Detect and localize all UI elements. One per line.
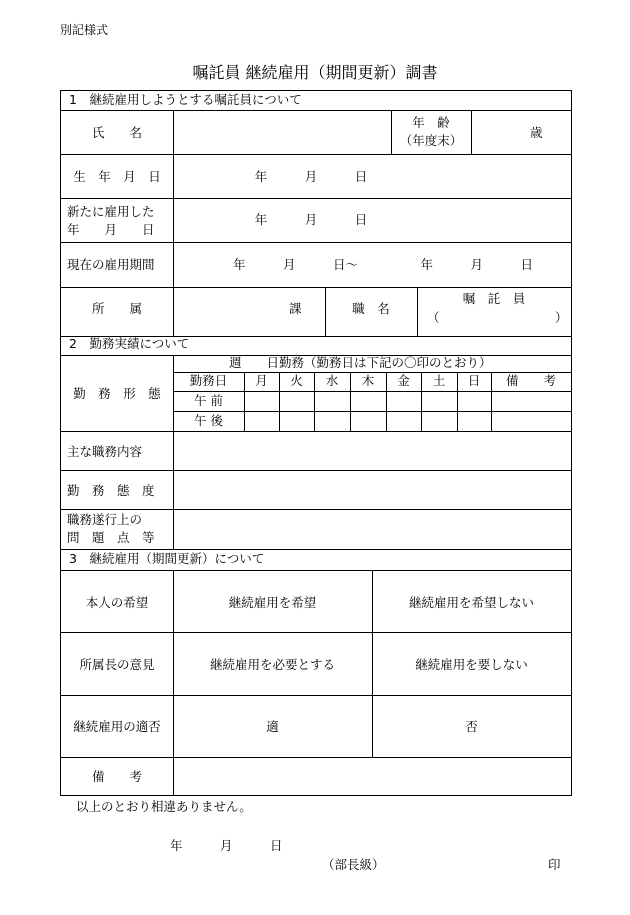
name-label: 氏 名 xyxy=(91,125,142,140)
section3-heading: 3 継続雇用（期間更新）について xyxy=(69,551,265,566)
suitability-option-yes[interactable]: 適 xyxy=(266,719,279,734)
remarks-field[interactable] xyxy=(174,758,570,794)
schedule-header-remarks: 備 考 xyxy=(505,373,556,388)
schedule-header-mon: 月 xyxy=(255,373,268,388)
statement: 以上のとおり相違ありません。 xyxy=(76,799,252,814)
period-value[interactable]: 年 月 日～ 年 月 日 xyxy=(233,257,534,272)
seal-mark: 印 xyxy=(548,857,561,872)
age-unit: 歳 xyxy=(530,125,543,140)
section1-heading: 1 継続雇用しようとする嘱託員について xyxy=(69,92,302,107)
schedule-row-pm: 午 後 xyxy=(194,413,223,428)
schedule-header-tue: 火 xyxy=(290,373,303,388)
wish-label: 本人の希望 xyxy=(85,595,149,610)
age-label: 年 齢 xyxy=(412,115,450,130)
remarks-label: 備 考 xyxy=(91,769,142,784)
birth-value[interactable]: 年 月 日 xyxy=(254,169,368,184)
job-paren-open: （ xyxy=(427,310,440,325)
age-sub-label: （年度末） xyxy=(399,133,463,148)
birth-label: 生 年 月 日 xyxy=(73,169,161,184)
section2-heading: 2 勤務実績について xyxy=(69,336,190,351)
manager-opinion-label: 所属長の意見 xyxy=(79,657,155,672)
job-label: 職 名 xyxy=(352,301,390,316)
name-field[interactable] xyxy=(174,111,390,153)
schedule-header-workday: 勤務日 xyxy=(189,373,228,388)
hire-label-1: 新たに雇用した xyxy=(67,204,155,219)
attitude-field[interactable] xyxy=(174,471,570,508)
wish-option-yes[interactable]: 継続雇用を希望 xyxy=(228,595,317,610)
schedule-header-sun: 日 xyxy=(467,373,481,388)
rank-label: （部長級） xyxy=(322,857,385,872)
dept-unit: 課 xyxy=(289,301,302,316)
period-label: 現在の雇用期間 xyxy=(67,257,155,272)
attitude-label: 勤 務 態 度 xyxy=(67,483,155,498)
form-tag: 別記様式 xyxy=(60,23,109,37)
duties-field[interactable] xyxy=(174,432,570,469)
issues-label-2: 問 題 点 等 xyxy=(67,530,155,545)
page-title: 嘱託員 継続雇用（期間更新）調書 xyxy=(192,63,438,82)
schedule-header-wed: 水 xyxy=(325,373,339,388)
age-field[interactable] xyxy=(472,111,532,153)
duties-label: 主な職務内容 xyxy=(67,444,143,459)
hire-label-2: 年 月 日 xyxy=(67,222,155,237)
schedule-header-thu: 木 xyxy=(361,373,375,388)
form-table xyxy=(60,90,572,796)
suitability-option-no[interactable]: 否 xyxy=(465,719,478,734)
suitability-label: 継続雇用の適否 xyxy=(73,719,161,734)
week-line[interactable]: 週 日勤務（勤務日は下記の〇印のとおり） xyxy=(229,355,492,370)
job-paren-close: ） xyxy=(555,310,568,325)
job-value: 嘱 託 員 xyxy=(462,291,526,306)
wish-option-no[interactable]: 継続雇用を希望しない xyxy=(408,595,534,610)
schedule-header-fri: 金 xyxy=(397,373,410,388)
schedule-row-am: 午 前 xyxy=(194,393,223,408)
issues-label-1: 職務遂行上の xyxy=(67,512,143,527)
sign-date[interactable]: 年 月 日 xyxy=(170,838,283,853)
schedule-cells[interactable] xyxy=(245,392,570,430)
manager-option-no[interactable]: 継続雇用を要しない xyxy=(415,657,528,672)
dept-label: 所 属 xyxy=(91,301,142,316)
hire-value[interactable]: 年 月 日 xyxy=(254,212,368,227)
schedule-header-sat: 土 xyxy=(432,373,446,388)
manager-option-yes[interactable]: 継続雇用を必要とする xyxy=(209,657,335,672)
workform-label: 勤 務 形 態 xyxy=(73,386,161,401)
issues-field[interactable] xyxy=(174,510,570,548)
